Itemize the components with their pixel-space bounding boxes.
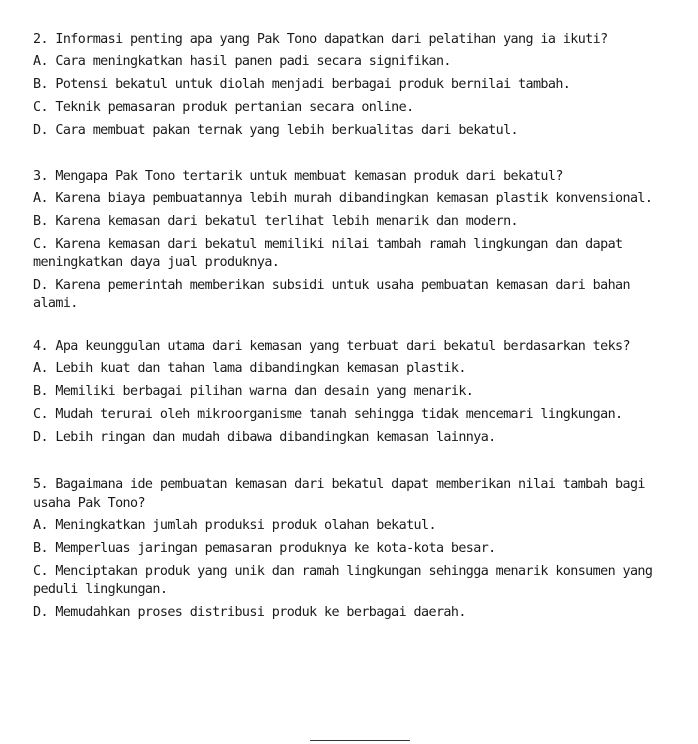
- option-b: B. Karena kemasan dari bekatul terlihat lebih menarik dan modern.: [33, 214, 519, 229]
- option-d: D. Karena pemerintah memberikan subsidi untuk usaha pembuatan kemasan dari bahan alami.: [33, 278, 630, 311]
- question-4: [33, 337, 673, 447]
- option-b: B. Memperluas jaringan pemasaran produknya ke kota-kota besar.: [33, 541, 496, 556]
- option-d: D. Cara membuat pakan ternak yang lebih berkualitas dari bekatul.: [33, 123, 519, 138]
- option-a: A. Lebih kuat dan tahan lama dibandingkan kemasan plastik.: [33, 361, 466, 376]
- question-2: [33, 30, 673, 140]
- option-a: A. Meningkatkan jumlah produksi produk olahan bekatul.: [33, 518, 436, 533]
- option-c: C. Karena kemasan dari bekatul memiliki nilai tambah ramah lingkungan dan dapat meningkatkan daya jual produknya.: [33, 237, 623, 270]
- underline-mark: [310, 740, 410, 741]
- question-text: 2. Informasi penting apa yang Pak Tono dapatkan dari pelatihan yang ia ikuti?: [33, 32, 608, 47]
- option-b: B. Memiliki berbagai pilihan warna dan desain yang menarik.: [33, 384, 474, 399]
- question-text: 3. Mengapa Pak Tono tertarik untuk membuat kemasan produk dari bekatul?: [33, 169, 563, 184]
- quiz-document: [33, 30, 673, 627]
- question-text: 4. Apa keunggulan utama dari kemasan yang terbuat dari bekatul berdasarkan teks?: [33, 339, 630, 354]
- option-d: D. Memudahkan proses distribusi produk ke berbagai daerah.: [33, 605, 466, 620]
- option-c: C. Menciptakan produk yang unik dan ramah lingkungan sehingga menarik konsumen yang peduli lingkungan.: [33, 564, 653, 597]
- option-c: C. Mudah terurai oleh mikroorganisme tanah sehingga tidak mencemari lingkungan.: [33, 407, 623, 422]
- option-a: A. Karena biaya pembuatannya lebih murah dibandingkan kemasan plastik konvensional.: [33, 191, 653, 206]
- question-text: 5. Bagaimana ide pembuatan kemasan dari bekatul dapat memberikan nilai tambah bagi usaha Pak Tono?: [33, 477, 645, 511]
- option-b: B. Potensi bekatul untuk diolah menjadi berbagai produk bernilai tambah.: [33, 77, 571, 92]
- question-3: [33, 167, 673, 313]
- option-d: D. Lebih ringan dan mudah dibawa dibandingkan kemasan lainnya.: [33, 430, 496, 445]
- question-5: [33, 475, 673, 622]
- option-c: C. Teknik pemasaran produk pertanian secara online.: [33, 100, 414, 115]
- option-a: A. Cara meningkatkan hasil panen padi secara signifikan.: [33, 54, 451, 69]
